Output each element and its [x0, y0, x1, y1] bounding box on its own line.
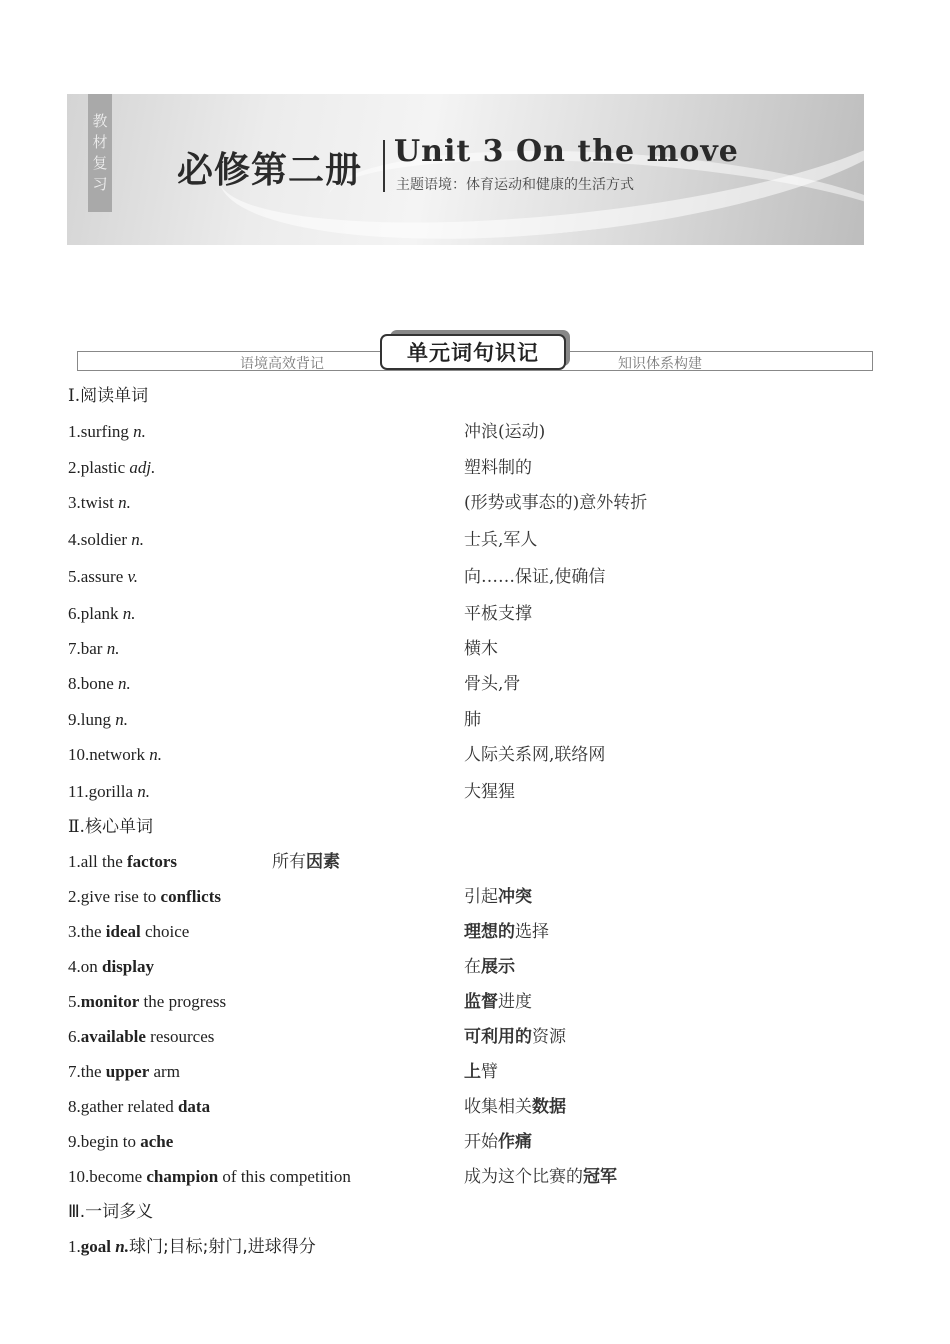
vocab-meaning: 士兵,军人	[464, 530, 538, 550]
vocab-word: 7.bar n.	[68, 639, 120, 658]
vocab-word: 4.soldier n.	[68, 530, 145, 549]
vocab-meaning: 塑料制的	[464, 458, 532, 478]
vocab-word: 5.assure v.	[68, 567, 139, 586]
phrase-meaning: 开始作痛	[464, 1132, 532, 1152]
phrase-meaning: 引起冲突	[464, 887, 532, 907]
header-banner	[67, 94, 864, 245]
vocab-word: 6.plank n.	[68, 604, 136, 623]
vocab-word: 3.twist n.	[68, 493, 131, 512]
tab-char: 教	[92, 112, 108, 130]
section-right-label: 知识体系构建	[618, 356, 702, 372]
phrase-meaning: 理想的选择	[464, 922, 549, 942]
part2-heading: Ⅱ.核心单词	[68, 817, 153, 837]
tab-char: 材	[92, 133, 108, 151]
part1-heading: Ⅰ.阅读单词	[68, 386, 149, 406]
unit-subtitle: 主题语境：体育运动和健康的生活方式	[396, 177, 634, 193]
phrase-meaning: 上臂	[464, 1062, 498, 1082]
vocab-meaning: 冲浪(运动)	[464, 422, 546, 442]
tab-char: 复	[92, 154, 108, 172]
phrase: 5.monitor the progress	[68, 992, 227, 1011]
phrase: 2.give rise to conflicts	[68, 887, 221, 906]
vocab-meaning: 大猩猩	[464, 782, 515, 802]
vocab-meaning: 横木	[464, 639, 498, 659]
phrase-meaning: 成为这个比赛的冠军	[464, 1167, 617, 1187]
phrase: 4.on display	[68, 957, 154, 976]
section-title: 单元词句识记	[380, 334, 566, 370]
vocab-word: 8.bone n.	[68, 674, 131, 693]
phrase-meaning: 收集相关数据	[464, 1097, 566, 1117]
vocab-meaning: 肺	[464, 710, 481, 730]
vocab-word: 10.network n.	[68, 745, 162, 764]
vocab-meaning: 人际关系网,联络网	[464, 745, 606, 765]
vocab-word: 9.lung n.	[68, 710, 128, 729]
vocab-meaning: 向……保证,使确信	[464, 567, 606, 587]
phrase: 3.the ideal choice	[68, 922, 190, 941]
tab-char: 习	[92, 175, 108, 193]
phrase-meaning: 监督进度	[464, 992, 532, 1012]
vocab-meaning: (形势或事态的)意外转折	[464, 493, 648, 513]
vocab-word: 1.surfing n.	[68, 422, 146, 441]
vocab-word: 11.gorilla n.	[68, 782, 150, 801]
title-divider	[383, 140, 385, 192]
phrase-meaning: 所有因素	[272, 852, 340, 872]
phrase: 8.gather related data	[68, 1097, 211, 1116]
phrase: 6.available resources	[68, 1027, 215, 1046]
vocab-word: 2.plastic adj.	[68, 458, 156, 477]
phrase: 10.become champion of this competition	[68, 1167, 351, 1186]
part3-heading: Ⅲ.一词多义	[68, 1202, 154, 1222]
phrase-meaning: 在展示	[464, 957, 515, 977]
section-left-label: 语境高效背记	[240, 356, 324, 372]
textbook-review-tab	[88, 94, 112, 212]
polysemy-item: 1.goal n.球门;目标;射门,进球得分	[68, 1237, 316, 1257]
unit-title: Unit 3 On the move	[394, 134, 739, 169]
phrase: 7.the upper arm	[68, 1062, 180, 1081]
phrase: 9.begin to ache	[68, 1132, 174, 1151]
phrase-meaning: 可利用的资源	[464, 1027, 566, 1047]
vocab-meaning: 平板支撑	[464, 604, 532, 624]
vocab-meaning: 骨头,骨	[464, 674, 521, 694]
book-title: 必修第二册	[177, 150, 363, 191]
phrase: 1.all the factors	[68, 852, 178, 871]
